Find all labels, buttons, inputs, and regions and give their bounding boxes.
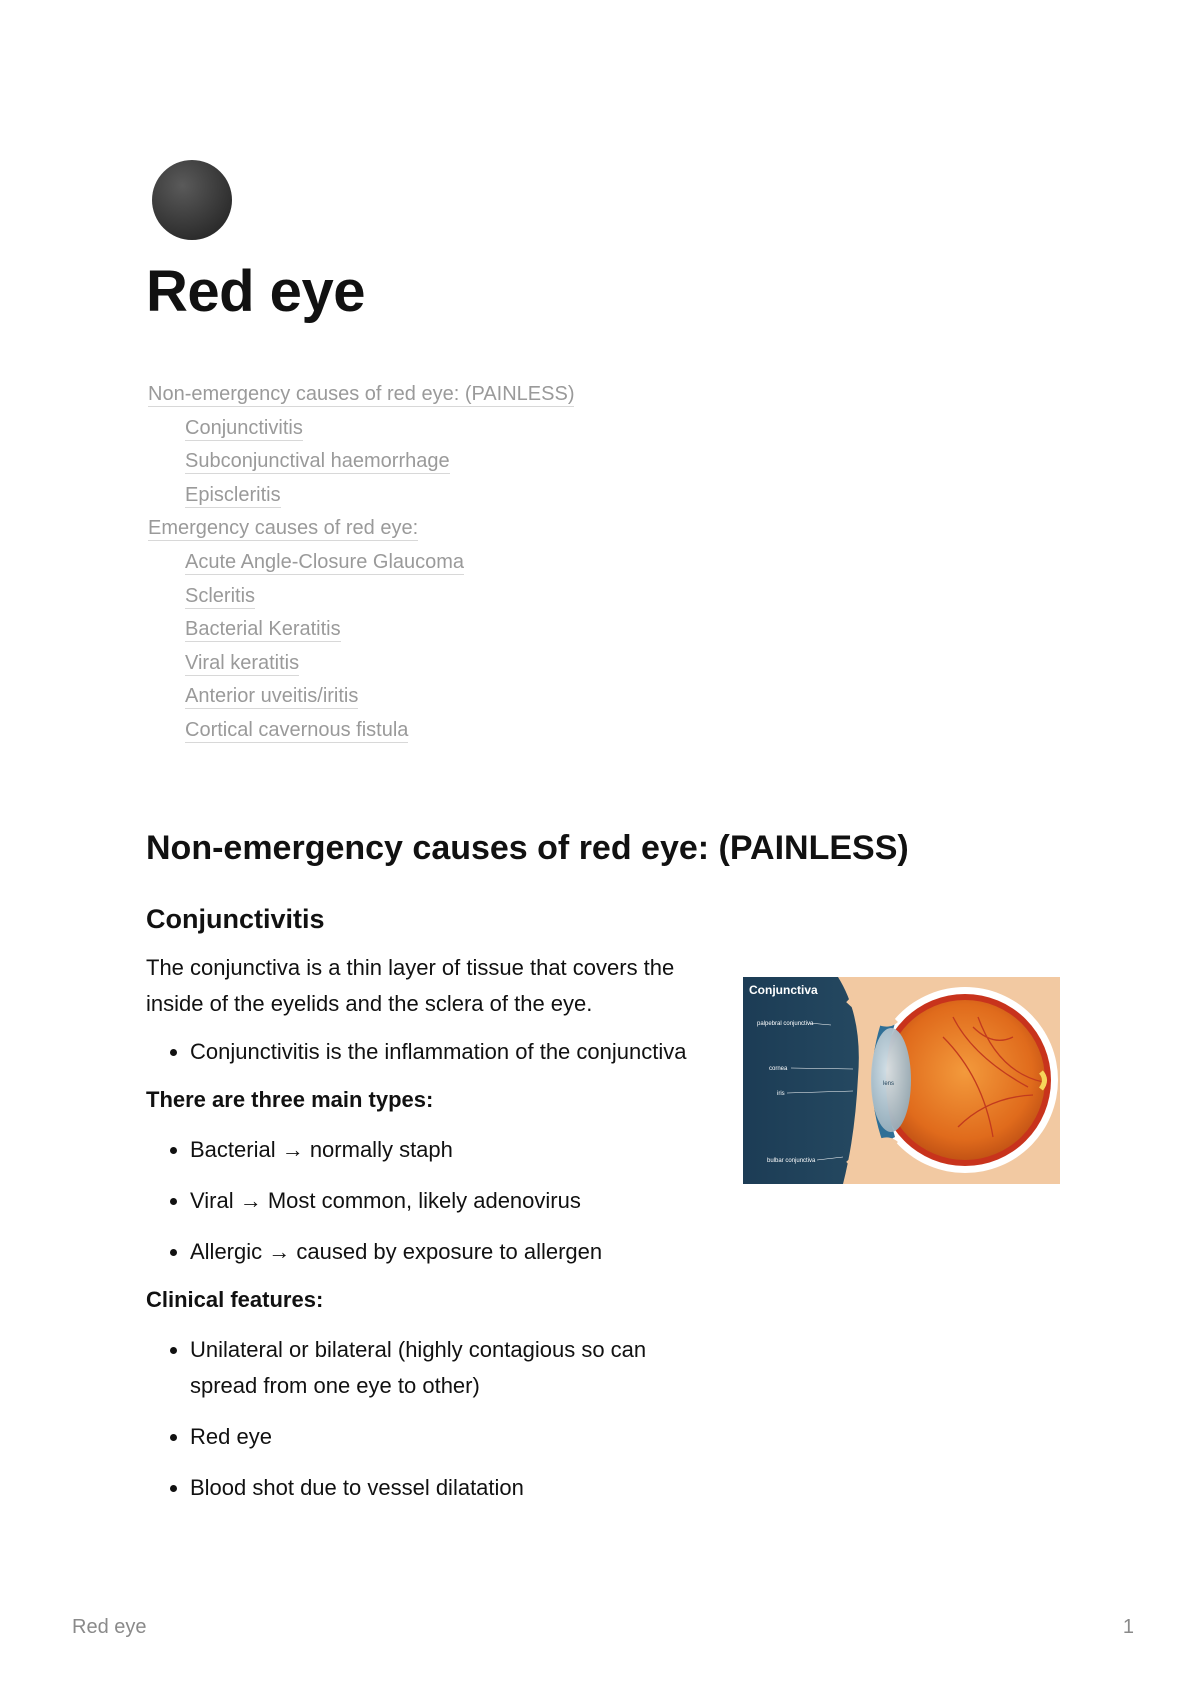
features-list <box>146 1332 706 1506</box>
toc-link[interactable]: Cortical cavernous fistula <box>185 718 409 741</box>
page-title: Red eye <box>146 259 365 324</box>
table-of-contents <box>148 378 574 748</box>
toc-item <box>148 479 574 513</box>
toc-link[interactable]: Scleritis <box>185 584 256 607</box>
toc-link[interactable]: Bacterial Keratitis <box>185 618 341 641</box>
toc-item <box>148 613 574 647</box>
toc-item <box>148 580 574 614</box>
footer-page-number: 1 <box>1122 1616 1134 1638</box>
figure-label: palpebral conjunctiva <box>757 1021 814 1027</box>
subsection-heading: Conjunctivitis <box>146 904 325 934</box>
list-item: • Blood shot due to vessel dilatation <box>190 1470 706 1506</box>
toc-link[interactable]: Anterior uveitis/iritis <box>185 685 359 708</box>
toc-link[interactable]: Subconjunctival haemorrhage <box>185 450 450 473</box>
toc-link[interactable]: Non-emergency causes of red eye: (PAINLESS) <box>148 383 575 405</box>
figure-label: bulbar conjunctiva <box>767 1158 816 1164</box>
toc-link[interactable]: Viral keratitis <box>185 651 300 674</box>
toc-item <box>148 512 574 546</box>
figure-label: cornea <box>769 1066 788 1072</box>
toc-link[interactable]: Acute Angle-Closure Glaucoma <box>185 550 465 573</box>
section-heading: Non-emergency causes of red eye: (PAINLESS) <box>146 829 909 867</box>
footer-doc-title: Red eye <box>72 1616 147 1638</box>
eye-anatomy-image <box>743 977 1060 1184</box>
toc-item <box>148 714 574 748</box>
toc-item <box>148 546 574 580</box>
toc-item <box>148 680 574 714</box>
types-list <box>146 1132 706 1270</box>
toc-item <box>148 445 574 479</box>
toc-item <box>148 647 574 681</box>
list-item: • Unilateral or bilateral (highly contagious so can spread from one eye to other) <box>190 1332 706 1404</box>
figure-title: Conjunctiva <box>749 983 818 997</box>
toc-item <box>148 412 574 446</box>
toc-link[interactable]: Conjunctivitis <box>185 416 303 439</box>
toc-item <box>148 378 574 412</box>
black-circle-emoji-icon <box>150 158 234 242</box>
definition-list <box>146 1034 706 1070</box>
figure-label: lens <box>883 1081 895 1087</box>
figure-label: iris <box>777 1091 785 1097</box>
intro-paragraph: The conjunctiva is a thin layer of tissue that covers the inside of the eyelids and the sclera of the eye. <box>146 955 675 1016</box>
list-item: • Red eye <box>190 1419 706 1455</box>
list-item: • Conjunctivitis is the inflammation of the conjunctiva <box>190 1034 706 1070</box>
types-label: There are three main types: <box>146 1087 434 1112</box>
section-content <box>146 950 706 1518</box>
list-item: • Allergic → caused by exposure to allergen <box>190 1234 706 1270</box>
toc-link[interactable]: Emergency causes of red eye: <box>148 517 419 540</box>
toc-link[interactable]: Episcleritis <box>185 483 281 506</box>
list-item: • Viral → Most common, likely adenovirus <box>190 1183 706 1219</box>
features-label: Clinical features: <box>146 1287 324 1312</box>
list-item: • Bacterial → normally staph <box>190 1132 706 1168</box>
